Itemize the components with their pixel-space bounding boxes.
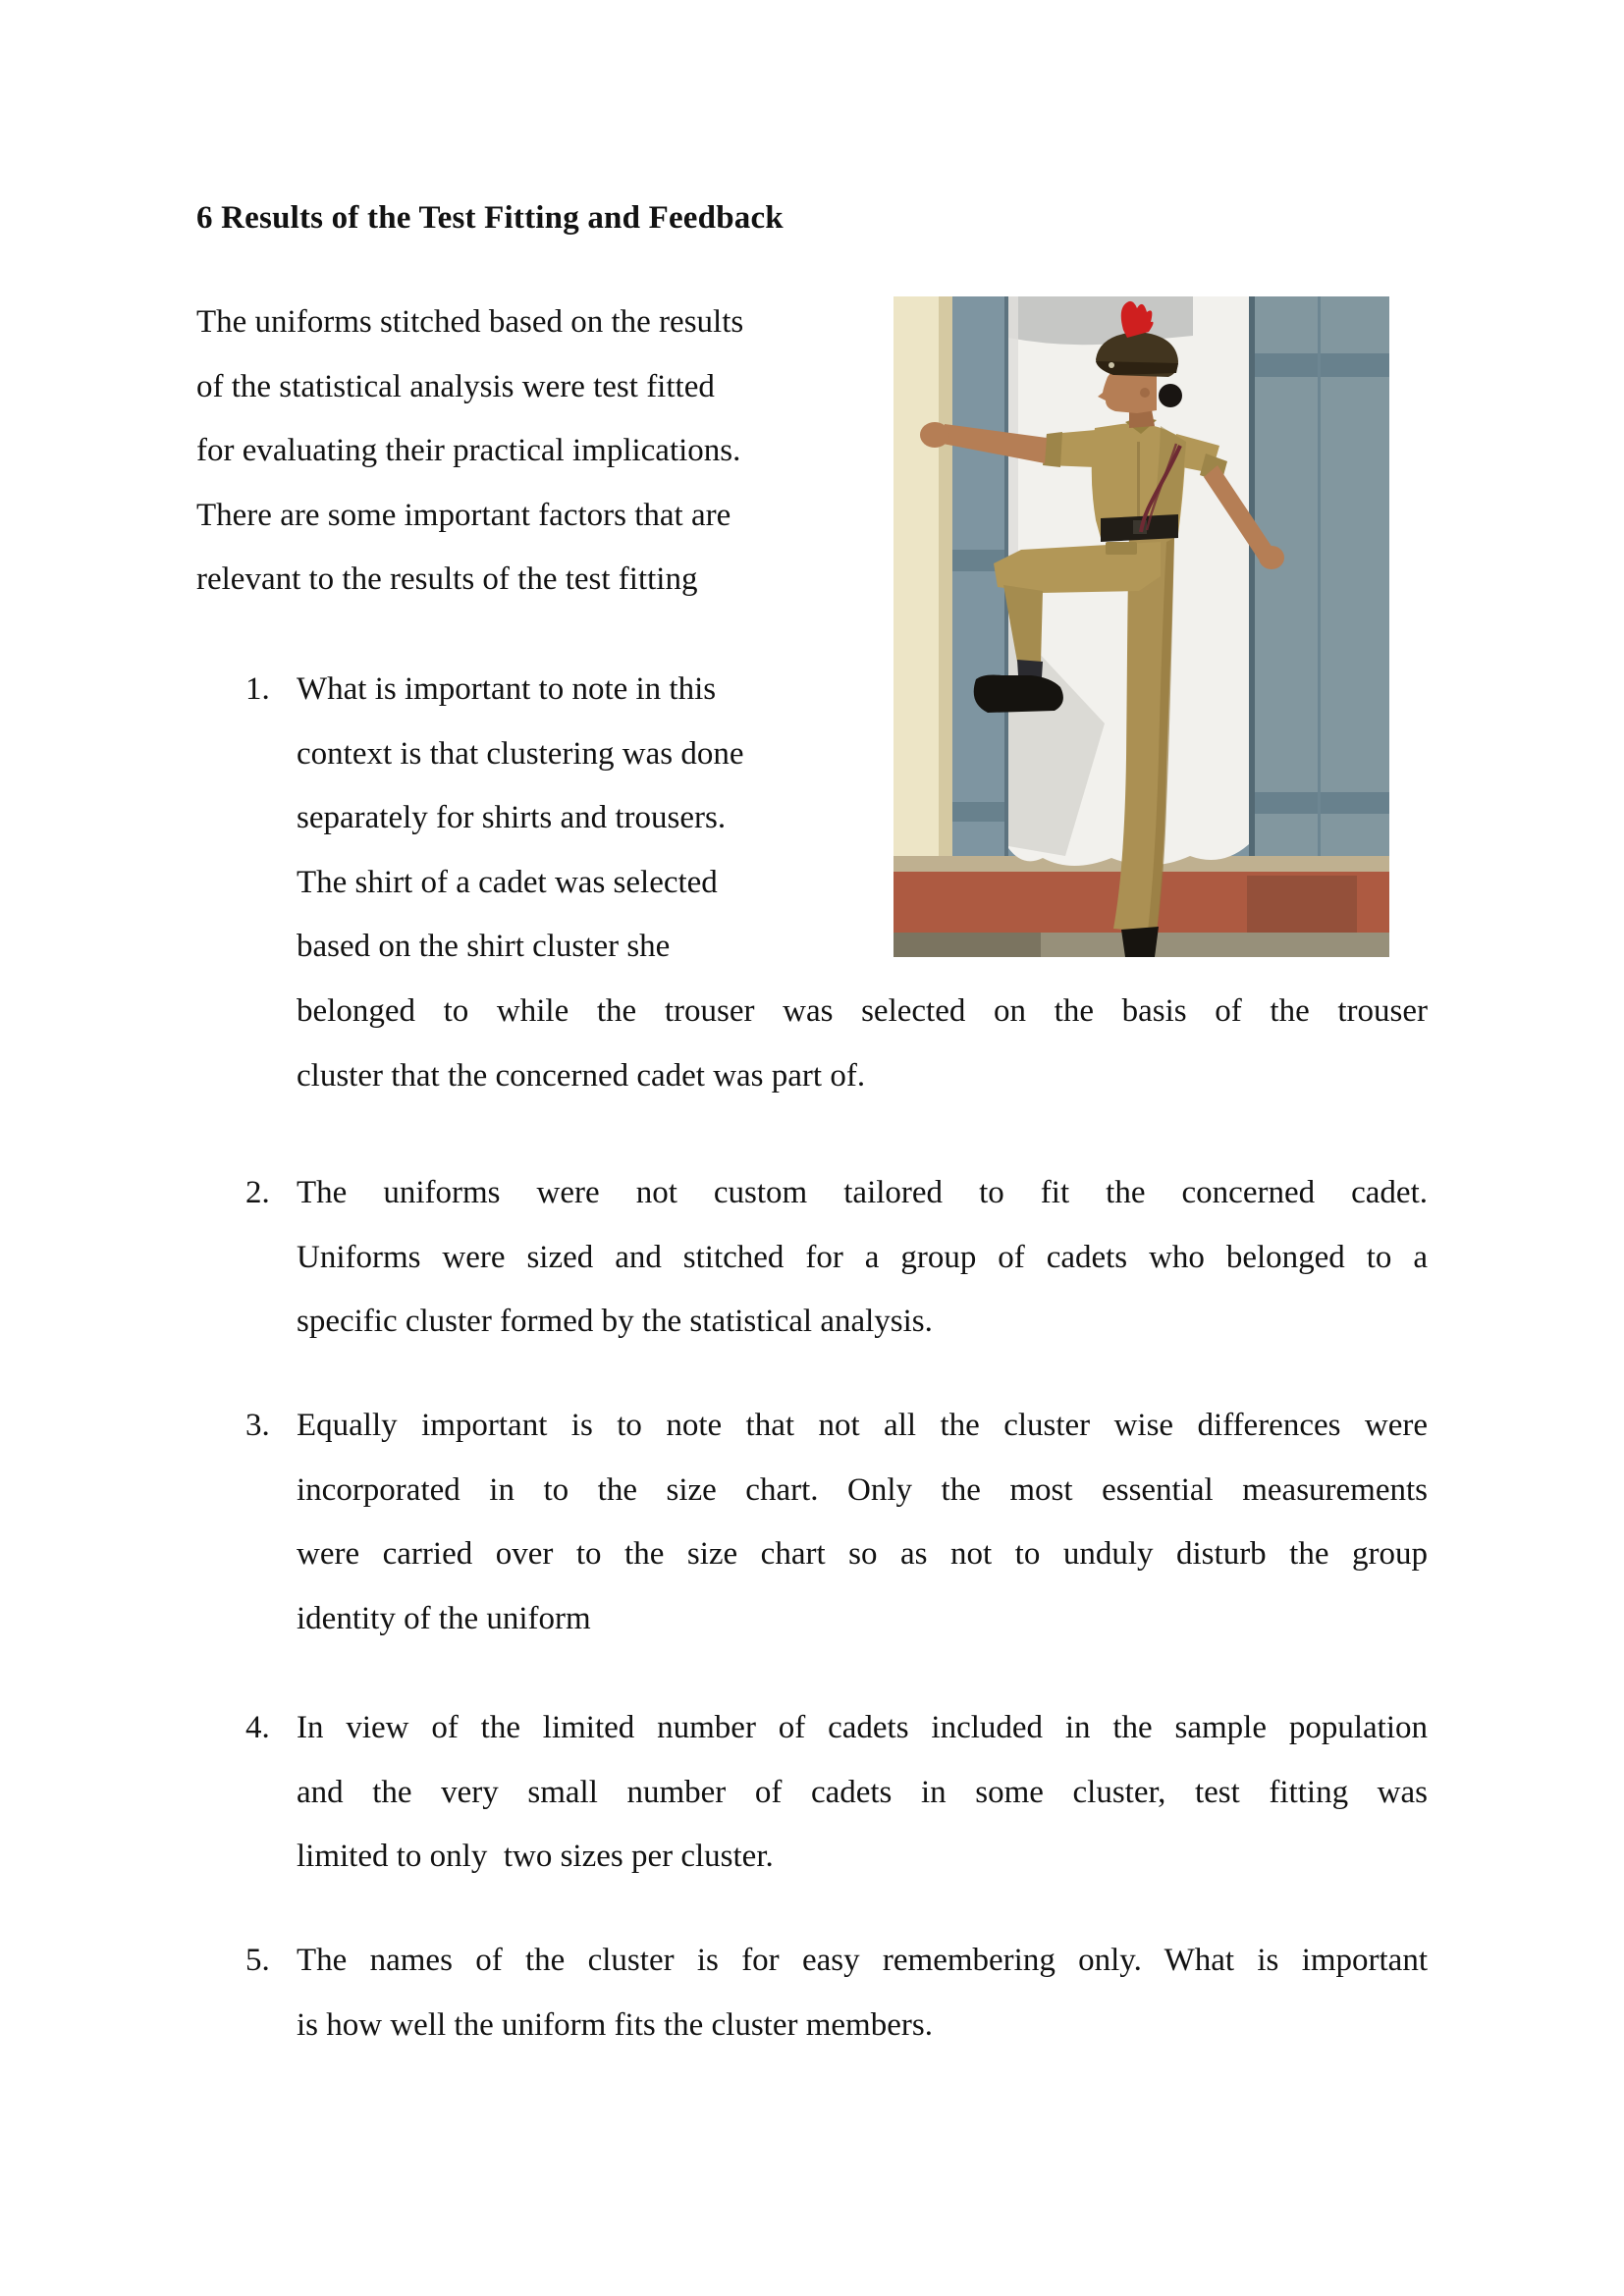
page-title: 6 Results of the Test Fitting and Feedback bbox=[196, 200, 784, 236]
beret-badge bbox=[1109, 362, 1114, 368]
cargo-pocket bbox=[1106, 542, 1137, 555]
list-number-5: 5. bbox=[245, 1943, 270, 1978]
list-line: The names of the cluster is for easy remembering only. What is important bbox=[297, 1943, 1428, 1978]
list-line: The shirt of a cadet was selected bbox=[297, 864, 718, 900]
list-number-4: 4. bbox=[245, 1710, 270, 1745]
list-line: were carried over to the size chart so as not to unduly disturb the group bbox=[297, 1536, 1428, 1573]
list-number-3: 3. bbox=[245, 1408, 270, 1443]
list-line: limited to only two sizes per cluster. bbox=[297, 1839, 774, 1875]
belt bbox=[1101, 514, 1178, 542]
list-number-1: 1. bbox=[245, 671, 270, 707]
intro-line: There are some important factors that are bbox=[196, 497, 731, 533]
list-line: The uniforms were not custom tailored to fit the concerned cadet. bbox=[297, 1175, 1428, 1210]
list-line: based on the shirt cluster she bbox=[297, 929, 671, 965]
intro-line: relevant to the results of the test fitting bbox=[196, 561, 698, 598]
list-line: Uniforms were sized and stitched for a group of cadets who belonged to a bbox=[297, 1239, 1428, 1275]
intro-line: of the statistical analysis were test fitted bbox=[196, 368, 715, 404]
list-line: is how well the uniform fits the cluster members. bbox=[297, 2006, 933, 2043]
list-line: cluster that the concerned cadet was part of. bbox=[297, 1057, 866, 1094]
intro-line: The uniforms stitched based on the results bbox=[196, 304, 744, 340]
intro-line: for evaluating their practical implications. bbox=[196, 433, 741, 469]
list-line: incorporated in to the size chart. Only the most essential measurements bbox=[297, 1471, 1428, 1508]
list-item-2 bbox=[245, 1161, 1428, 1355]
list-line: belonged to while the trouser was selected on the basis of the trouser bbox=[297, 992, 1428, 1029]
hair-bun bbox=[1159, 384, 1182, 407]
list-line: specific cluster formed by the statistical analysis. bbox=[297, 1304, 933, 1340]
list-item-5 bbox=[245, 1929, 1428, 2057]
list-line: context is that clustering was done bbox=[297, 735, 744, 772]
list-item-4 bbox=[245, 1696, 1428, 1890]
intro-paragraph bbox=[196, 291, 890, 613]
list-number-2: 2. bbox=[245, 1175, 270, 1210]
list-item-1 bbox=[245, 658, 1428, 1108]
list-item-3 bbox=[245, 1394, 1428, 1651]
ear bbox=[1140, 388, 1150, 398]
list-line: What is important to note in this bbox=[297, 671, 717, 707]
list-line: identity of the uniform bbox=[297, 1600, 591, 1636]
list-line: and the very small number of cadets in some cluster, test fitting was bbox=[297, 1774, 1428, 1810]
forward-fist bbox=[920, 422, 949, 448]
list-line: Equally important is to note that not all the cluster wise differences were bbox=[297, 1408, 1428, 1443]
list-line: In view of the limited number of cadets included in the sample population bbox=[297, 1710, 1428, 1745]
list-line: separately for shirts and trousers. bbox=[297, 800, 727, 836]
